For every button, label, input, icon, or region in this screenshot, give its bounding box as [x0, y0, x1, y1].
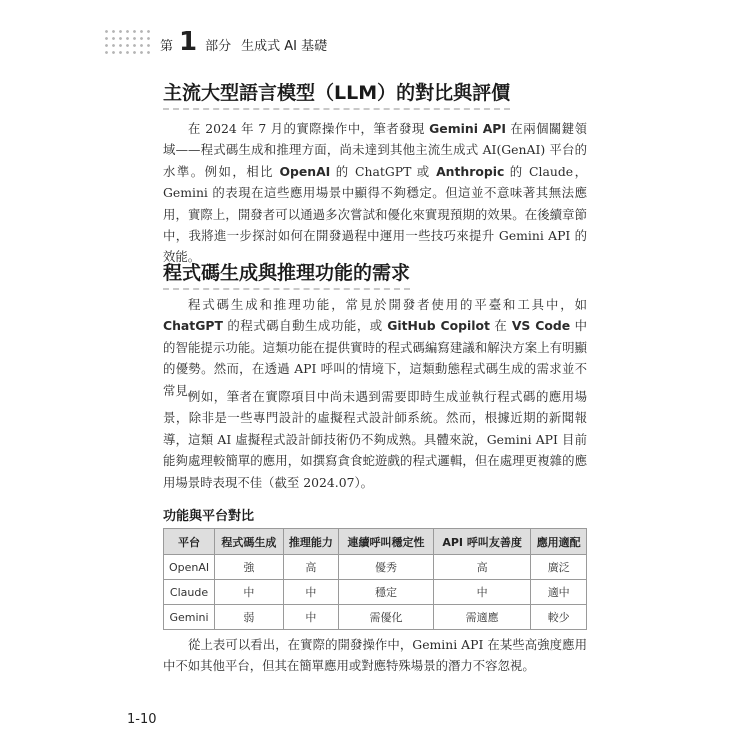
bold-term-gemini-api: Gemini API	[429, 121, 506, 136]
table-cell: 中	[433, 580, 531, 605]
table-cell: 廣泛	[531, 555, 587, 580]
table-header-row	[164, 529, 587, 555]
table-cell: 適中	[531, 580, 587, 605]
paragraph-conclusion: 從上表可以看出，在實際的開發操作中，Gemini API 在某些高強度應用中不如其他平台，但其在簡單應用或對應特殊場景的潛力不容忽視。	[163, 637, 587, 674]
chapter-number: 1	[179, 27, 198, 57]
table-cell: OpenAI	[164, 555, 215, 580]
table-cell: 強	[215, 555, 284, 580]
table-cell: 穩定	[339, 580, 434, 605]
text-run: 在兩個關鍵領域——程式碼生成和推理方面，尚未達到其他主流生成式 AI(GenAI) 平台的水準。例如，相比	[163, 121, 587, 179]
header-cell: 應用適配	[531, 529, 587, 555]
bold-term-openai: OpenAI	[279, 163, 331, 179]
table-row	[164, 580, 587, 605]
text-run: 在	[489, 318, 512, 334]
bold-term-vs-code: VS Code	[511, 318, 571, 334]
header-cell: API 呼叫友善度	[433, 529, 531, 555]
table-row	[164, 605, 587, 630]
table-cell: Gemini	[164, 605, 215, 630]
text-run: 在 2024 年 7 月的實際操作中，筆者發現	[188, 121, 430, 136]
table-cell: 需適應	[433, 605, 531, 630]
bold-term-chatgpt: ChatGPT	[163, 318, 223, 334]
header-cell: 平台	[164, 529, 215, 555]
table-cell: 中	[283, 580, 339, 605]
table-cell: 需優化	[339, 605, 434, 630]
table-cell: 高	[283, 555, 339, 580]
paragraph-virtual-programmer: 例如，筆者在實際項目中尚未遇到需要即時生成並執行程式碼的應用場景，除非是一些專門設計的虛擬程式設計師系統。然而，根據近期的新聞報導，這類 AI 虛擬程式設計師技術仍不夠成熟。具體來說，Gemini API 目前能夠處理較簡單的應用，如撰寫貪食蛇遊戲的程式邏輯，但在處理更複雜的應用場景時表現不佳（截至 2024.07）。	[163, 389, 587, 490]
table-cell: 弱	[215, 605, 284, 630]
comparison-table	[163, 528, 587, 630]
chapter-prefix: 第	[160, 39, 174, 54]
section-title-code-generation: 程式碼生成與推理功能的需求	[163, 258, 410, 290]
bold-term-github-copilot: GitHub Copilot	[387, 318, 490, 334]
table-cell: 優秀	[339, 555, 434, 580]
text-run: 的程式碼自動生成功能，或	[222, 318, 388, 334]
chapter-header	[160, 27, 328, 57]
table-cell: 高	[433, 555, 531, 580]
table-title: 功能與平台對比	[163, 509, 255, 524]
table-cell: Claude	[164, 580, 215, 605]
header-cell: 連續呼叫穩定性	[339, 529, 434, 555]
table-cell: 中	[283, 605, 339, 630]
header-cell: 程式碼生成	[215, 529, 284, 555]
paragraph-llm-comparison	[163, 118, 587, 268]
table-row	[164, 555, 587, 580]
text-run: 程式碼生成和推理功能，常見於開發者使用的平臺和工具中，如	[188, 297, 587, 312]
paragraph-code-generation	[163, 294, 587, 401]
page-number: 1-10	[127, 712, 157, 727]
part-title: 生成式 AI 基礎	[241, 39, 328, 54]
table-cell: 較少	[531, 605, 587, 630]
table-cell: 中	[215, 580, 284, 605]
bold-term-anthropic: Anthropic	[436, 163, 505, 179]
header-dot-pattern	[103, 28, 153, 56]
text-run: 中的智能提示功能。這類功能在提供實時的程式碼編寫建議和解決方案上有明顯的優勢。然而，在透過 API 呼叫的情境下，這類動態程式碼生成的需求並不常見。	[163, 318, 587, 398]
text-run: 的 ChatGPT 或	[330, 163, 437, 179]
section-title-llm-comparison: 主流大型語言模型（LLM）的對比與評價	[163, 78, 510, 110]
header-cell: 推理能力	[283, 529, 339, 555]
part-label: 部分	[205, 39, 232, 54]
text-run: 的 Claude，Gemini 的表現在這些應用場景中顯得不夠穩定。但這並不意味著其無法應用，實際上，開發者可以通過多次嘗試和優化來實現預期的效果。在後續章節中，我將進一步探討如何在開發過程中運用一些技巧來提升 Gemini API 的效能。	[163, 163, 587, 265]
